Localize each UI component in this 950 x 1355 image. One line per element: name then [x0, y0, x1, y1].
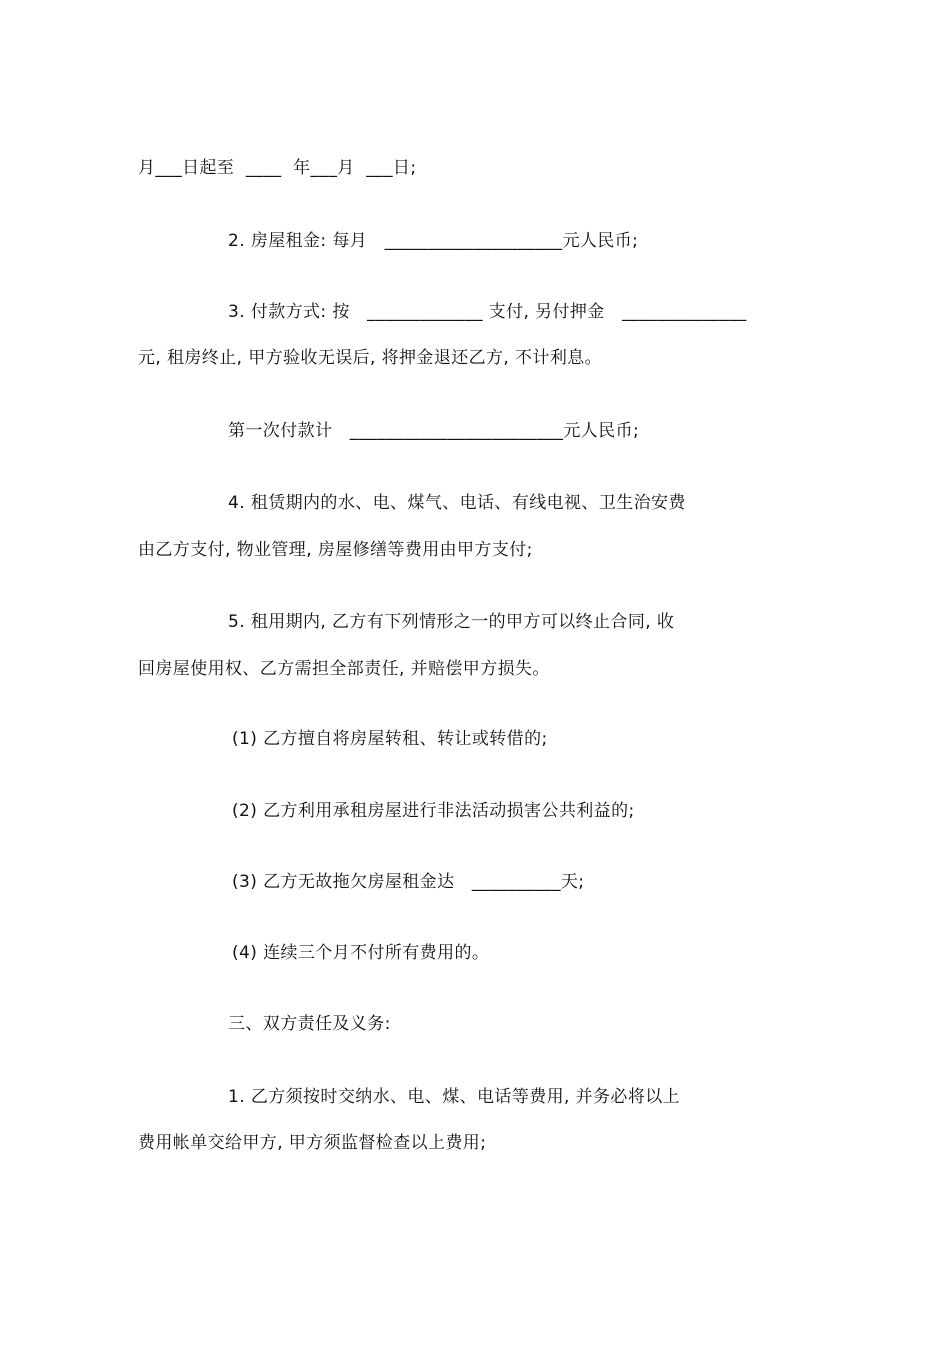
text-line: 第一次付款计 ________________________元人民币;: [228, 421, 640, 441]
text-line: 回房屋使用权、乙方需担全部责任, 并赔偿甲方损失。: [138, 659, 550, 679]
text-line: 4. 租赁期内的水、电、煤气、电话、有线电视、卫生治安费: [228, 493, 686, 513]
text-line: 费用帐单交给甲方, 甲方须监督检查以上费用;: [138, 1133, 487, 1153]
text-line: 1. 乙方须按时交纳水、电、煤、电话等费用, 并务必将以上: [228, 1087, 681, 1107]
text-line: 由乙方支付, 物业管理, 房屋修缮等费用由甲方支付;: [138, 540, 533, 560]
text-line: (2) 乙方利用承租房屋进行非法活动损害公共利益的;: [232, 801, 635, 821]
text-line: (1) 乙方擅自将房屋转租、转让或转借的;: [232, 729, 548, 749]
text-line: 元, 租房终止, 甲方验收无误后, 将押金退还乙方, 不计利息。: [138, 348, 603, 368]
text-line: 2. 房屋租金: 每月 ____________________元人民币;: [228, 231, 639, 251]
text-line: 三、双方责任及义务:: [228, 1014, 391, 1034]
text-line: (4) 连续三个月不付所有费用的。: [232, 943, 490, 963]
text-line: (3) 乙方无故拖欠房屋租金达 __________天;: [232, 872, 585, 892]
text-line: 3. 付款方式: 按 _____________ 支付, 另付押金 ______________: [228, 302, 747, 322]
text-line: 5. 租用期内, 乙方有下列情形之一的甲方可以终止合同, 收: [228, 612, 675, 632]
text-line: 月___日起至 ____ 年___月 ___日;: [138, 158, 417, 178]
